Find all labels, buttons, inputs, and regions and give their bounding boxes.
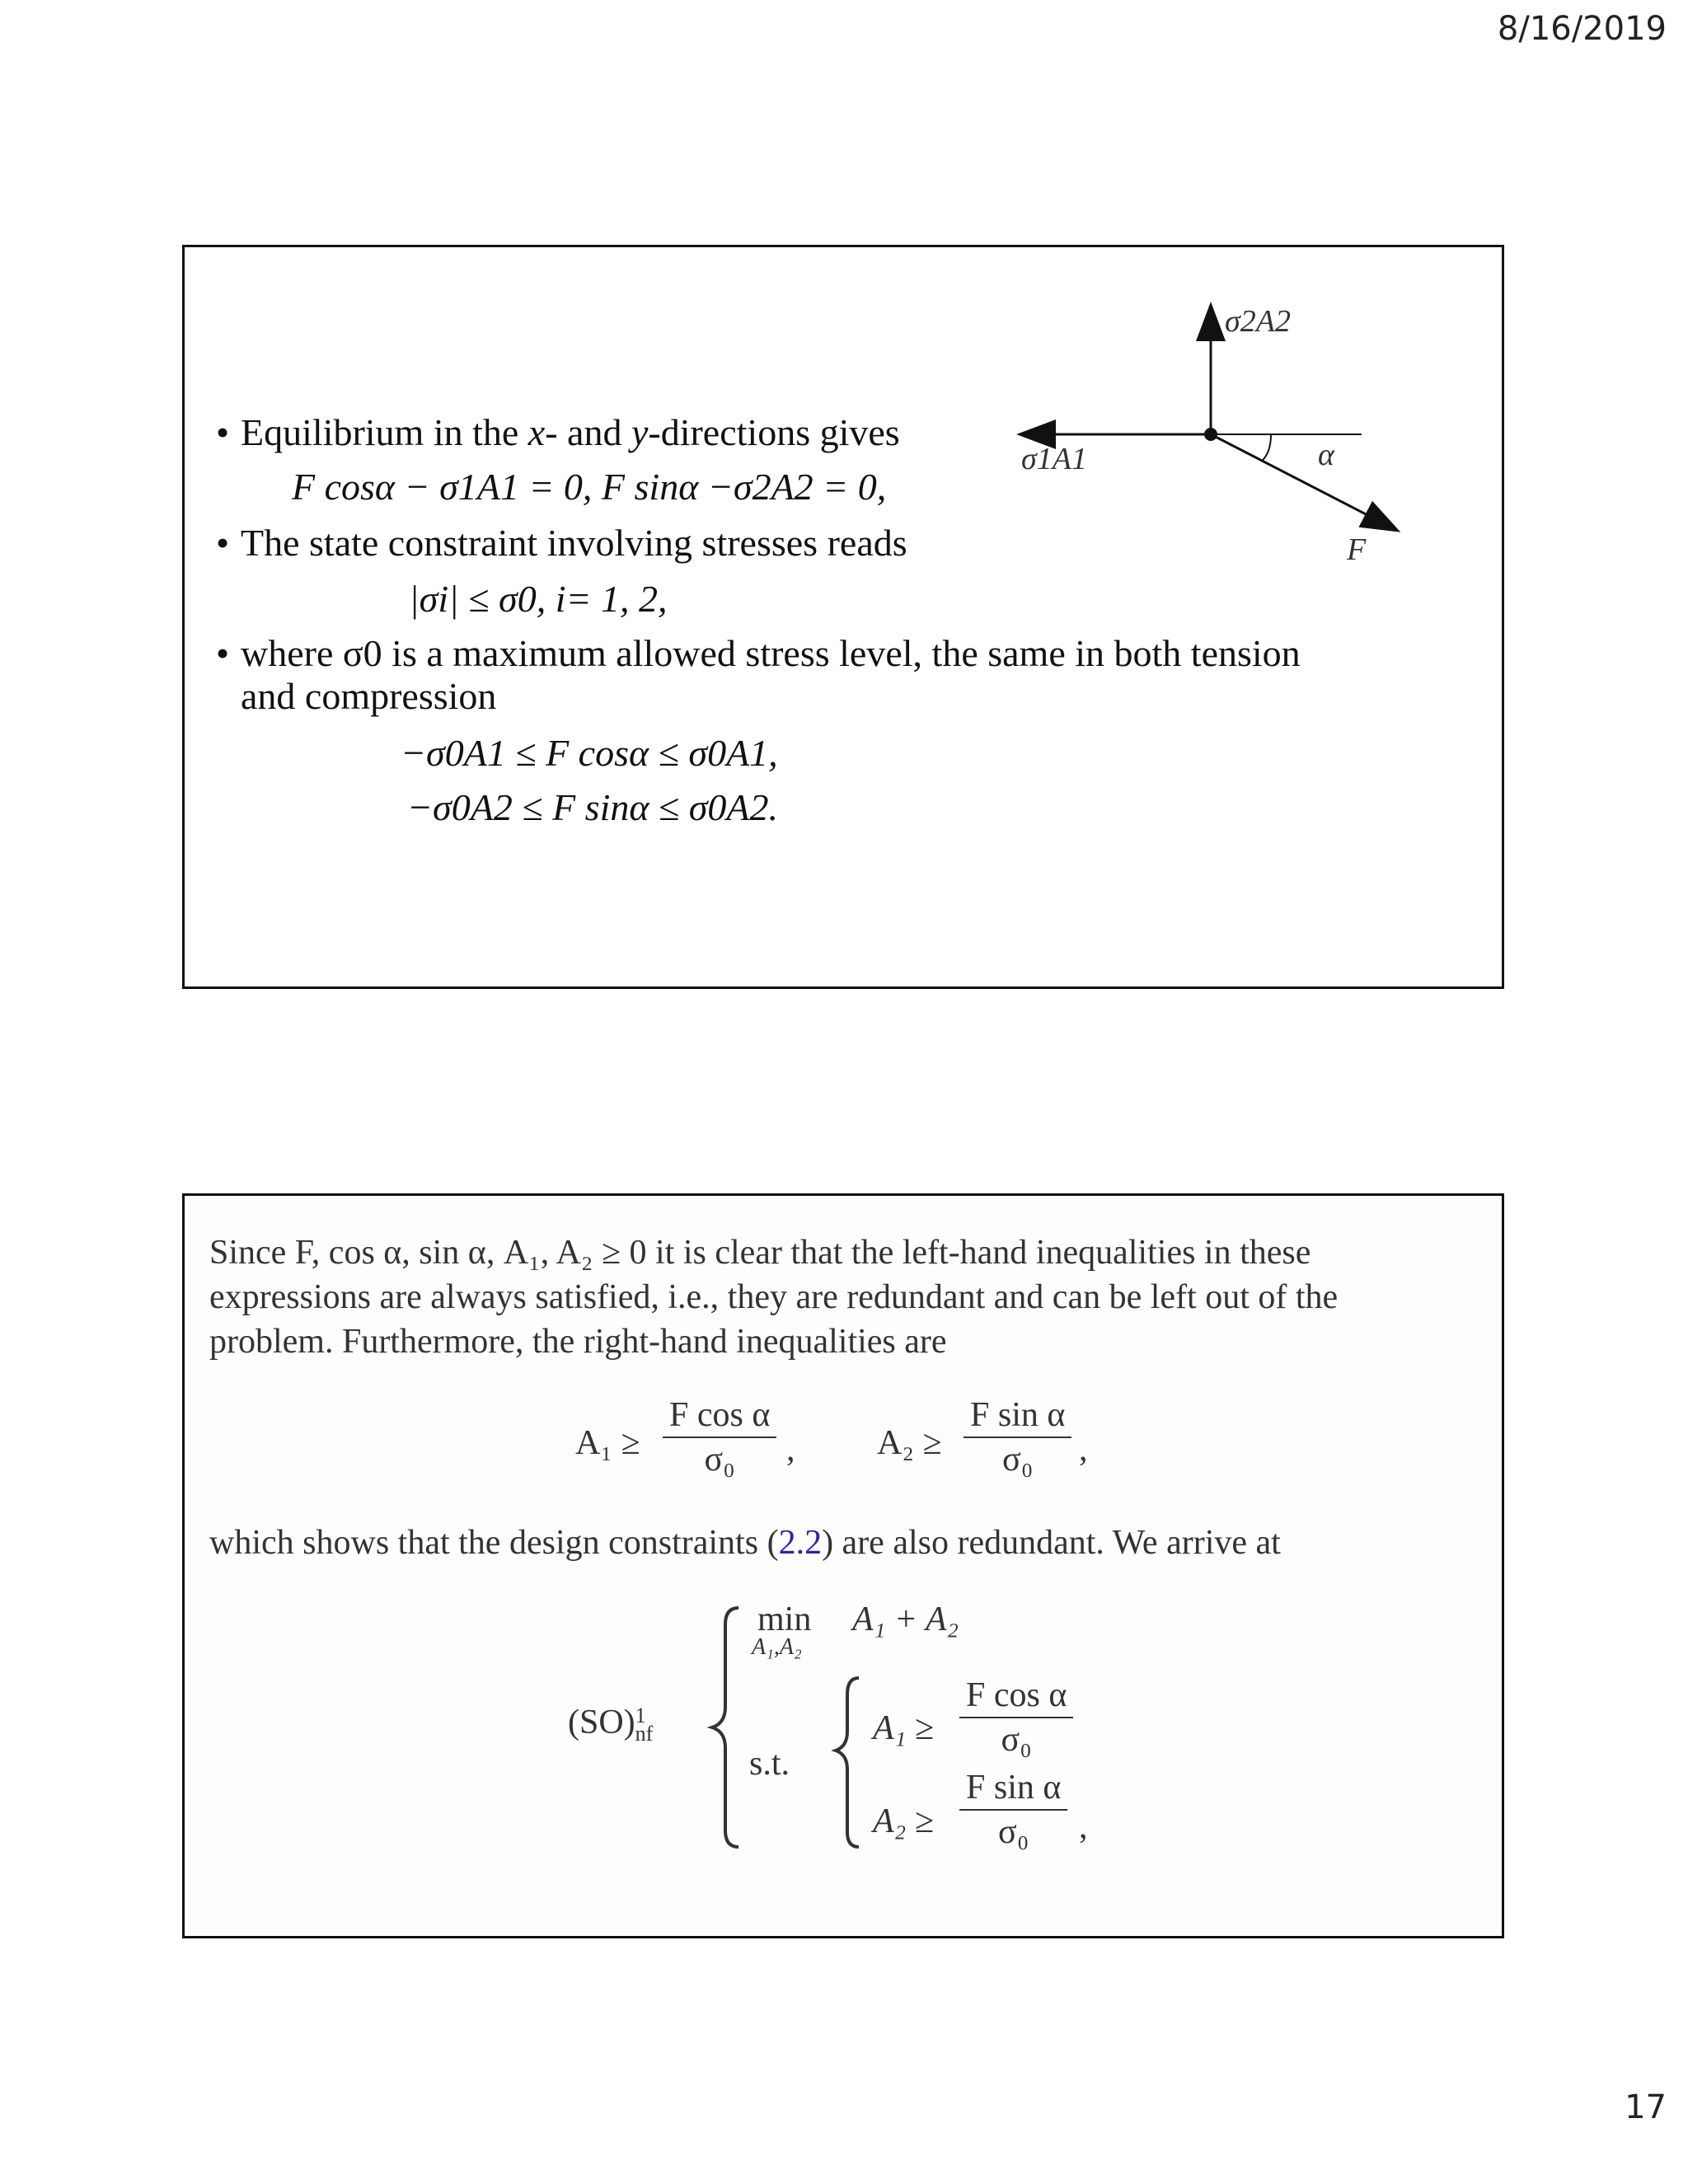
fraction-numerator: F sin α (966, 1769, 1062, 1807)
fraction-denominator: σ₀ (704, 1441, 735, 1479)
inequality-a2: −σ0A2 ≤ F sinα ≤ σ0A2. (407, 786, 779, 828)
comma: , (1079, 1431, 1088, 1469)
subject-to-label: s.t. (749, 1745, 790, 1783)
paragraph-line-3: problem. Furthermore, the right-hand inequalities are (209, 1323, 947, 1361)
min-operator: min (757, 1601, 812, 1638)
outer-brace (712, 1608, 738, 1847)
page-number: 17 (1625, 2088, 1667, 2126)
bullet-state-constraint: • The state constraint involving stresses reads (216, 520, 907, 565)
inner-brace (836, 1678, 859, 1847)
header-date: 8/16/2019 (1497, 10, 1667, 48)
bullet-marker: • (216, 411, 230, 453)
node-point (1204, 428, 1217, 441)
equation-equilibrium: F cosα − σ1A1 = 0, F sinα −σ2A2 = 0, (292, 466, 887, 508)
bullet-equilibrium: • Equilibrium in the x- and y-directions gives (216, 410, 900, 455)
fraction-denominator: σ₀ (1001, 1721, 1032, 1759)
fraction-denominator: σ₀ (998, 1813, 1029, 1851)
inequality-a1: −σ0A1 ≤ F cosα ≤ σ0A1, (401, 732, 778, 774)
bullet-max-stress-continued: and compression (241, 675, 497, 717)
bullet-marker: • (216, 632, 230, 674)
comma: , (1079, 1808, 1088, 1846)
label-alpha: α (1318, 438, 1334, 472)
comma: , (786, 1431, 795, 1469)
inequality-a2-lhs: A₂ ≥ (877, 1424, 942, 1462)
constraint-a2-fraction (959, 1766, 1067, 1854)
force-diagram (185, 247, 1507, 991)
so-label: (SO) 1 nf (568, 1704, 654, 1746)
min-subscript: A₁,A₂ (752, 1634, 802, 1660)
label-force-f: F (1347, 532, 1367, 567)
fraction-numerator: F sin α (970, 1396, 1066, 1434)
fraction-numerator: F cos α (966, 1676, 1067, 1714)
constraint-a1-lhs: A₁ ≥ (873, 1709, 934, 1747)
paragraph-line-1: Since F, cos α, sin α, A₁, A₂ ≥ 0 it is clear that the left-hand inequalities in these (209, 1234, 1311, 1272)
constraint-a2-lhs: A₂ ≥ (873, 1802, 934, 1840)
inequality-a1-lhs: A₁ ≥ (575, 1424, 640, 1462)
slide-redundancy (182, 1193, 1504, 1938)
paragraph-line-2: expressions are always satisfied, i.e., they are redundant and can be left out of the (209, 1278, 1339, 1316)
braces (185, 1196, 1507, 1941)
constraint-a1-fraction (959, 1674, 1073, 1761)
slide-equilibrium (182, 245, 1504, 989)
applied-force-arrow (1211, 434, 1396, 530)
fraction-numerator: F cos α (669, 1396, 771, 1434)
bullet-max-stress: • where σ0 is a maximum allowed stress level, the same in both tension (216, 630, 1301, 676)
paragraph-line-4: which shows that the design constraints (2.2) are also redundant. We arrive at (209, 1524, 1281, 1562)
fraction-denominator: σ₀ (1002, 1441, 1034, 1479)
objective-function: A₁ + A₂ (852, 1601, 959, 1638)
label-sigma1-a1: σ1A1 (1021, 442, 1087, 476)
equation-reference-link[interactable]: 2.2 (778, 1524, 823, 1562)
angle-arc (1261, 434, 1271, 462)
equation-stress-bound: |σi| ≤ σ0, i= 1, 2, (409, 578, 668, 620)
label-sigma2-a2: σ2A2 (1225, 304, 1291, 339)
bullet-marker: • (216, 522, 230, 564)
